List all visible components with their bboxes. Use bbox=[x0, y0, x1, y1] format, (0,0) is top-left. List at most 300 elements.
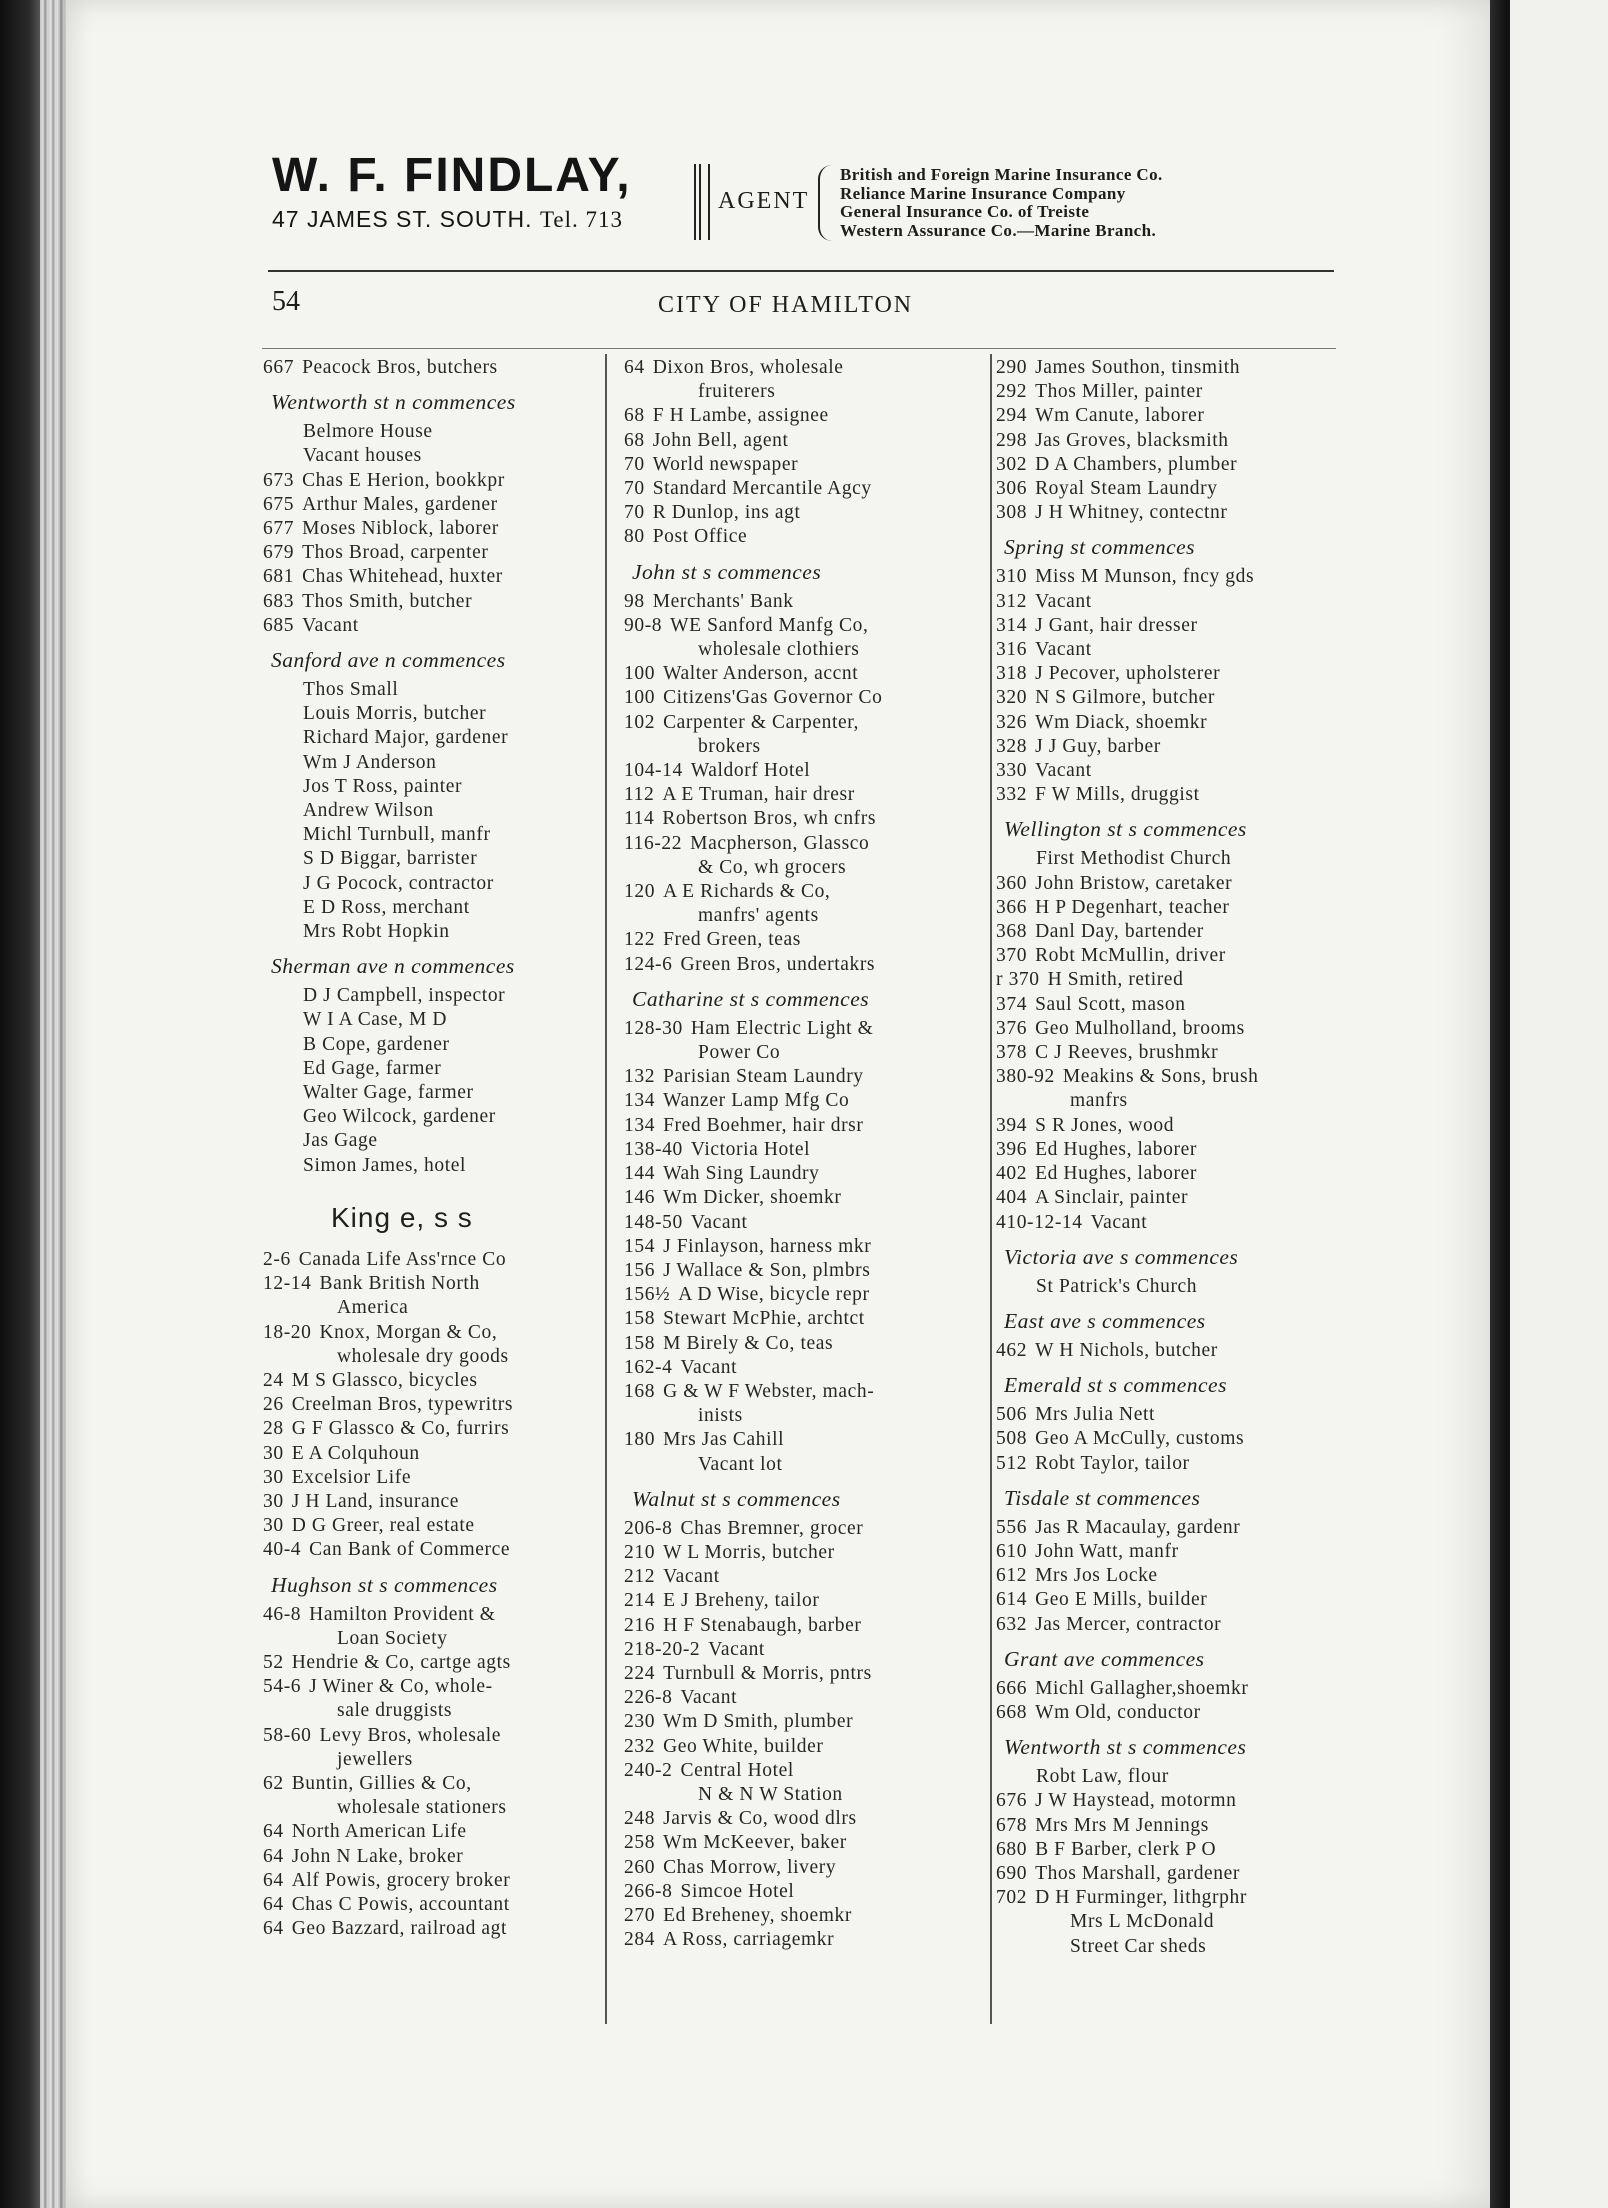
listing-entry bbox=[624, 1638, 974, 1662]
occupant-text: Fred Green, teas bbox=[663, 929, 801, 951]
street-number: 128-30 bbox=[624, 1017, 683, 1039]
street-number: 404 bbox=[996, 1187, 1028, 1209]
occupant-text: Loan Society bbox=[337, 1627, 448, 1649]
occupant-text: Vacant bbox=[1035, 760, 1092, 782]
street-number: 26 bbox=[263, 1394, 284, 1416]
street-number: 266-8 bbox=[624, 1880, 673, 1902]
street-number: 224 bbox=[624, 1662, 656, 1684]
listing-entry bbox=[263, 1675, 597, 1699]
street-number: 122 bbox=[624, 929, 656, 951]
listing-entry bbox=[624, 1211, 974, 1235]
street-section-title: King e, s s bbox=[331, 1201, 473, 1233]
occupant-text: Walter Anderson, accnt bbox=[663, 663, 859, 685]
listing-entry bbox=[263, 872, 597, 896]
occupant-text: Hendrie & Co, cartge agts bbox=[291, 1651, 511, 1673]
occupant-text: Vacant bbox=[680, 1687, 738, 1709]
street-number: 690 bbox=[996, 1862, 1028, 1884]
listing-entry bbox=[996, 686, 1336, 710]
occupant-text: Mrs L McDonald bbox=[1070, 1911, 1215, 1933]
occupant-text: Fred Boehmer, hair drsr bbox=[663, 1114, 864, 1136]
street-commences-heading: Spring st commences bbox=[1004, 535, 1196, 560]
street-number: 394 bbox=[996, 1114, 1028, 1136]
occupant-text: Vacant houses bbox=[303, 445, 422, 467]
listing-entry bbox=[263, 1154, 597, 1178]
street-number: 54-6 bbox=[263, 1676, 302, 1698]
street-number: 232 bbox=[624, 1735, 656, 1757]
listing-entry bbox=[996, 993, 1336, 1017]
street-number: 52 bbox=[263, 1651, 284, 1673]
occupant-text: R Dunlop, ins agt bbox=[652, 502, 801, 524]
occupant-text: Wah Sing Laundry bbox=[663, 1163, 820, 1185]
occupant-text: John Watt, manfr bbox=[1035, 1540, 1179, 1562]
listing-continuation bbox=[624, 1453, 974, 1477]
listing-entry bbox=[624, 1807, 974, 1831]
listing-entry bbox=[263, 1393, 597, 1417]
street-number: 556 bbox=[996, 1516, 1028, 1538]
street-number: 248 bbox=[624, 1808, 656, 1830]
occupant-text: Vacant bbox=[708, 1638, 765, 1660]
occupant-text: Post Office bbox=[652, 526, 748, 548]
occupant-text: Michl Turnbull, manfr bbox=[303, 824, 491, 846]
listing-entry bbox=[624, 662, 974, 686]
occupant-text: Citizens'Gas Governor Co bbox=[663, 687, 883, 709]
occupant-text: A D Wise, bicycle repr bbox=[678, 1284, 870, 1306]
listing-entry bbox=[996, 783, 1336, 807]
occupant-text: Vacant bbox=[680, 1356, 738, 1378]
listing-entry bbox=[263, 1845, 597, 1869]
street-number: 368 bbox=[996, 921, 1028, 943]
listing-entry bbox=[624, 686, 974, 710]
listing-entry bbox=[263, 678, 597, 702]
street-number: 294 bbox=[996, 405, 1028, 427]
street-number: 410-12-14 bbox=[996, 1211, 1083, 1233]
occupant-text: Dixon Bros, wholesale bbox=[652, 357, 844, 378]
street-number: 162-4 bbox=[624, 1356, 673, 1378]
occupant-text: A E Richards & Co, bbox=[663, 881, 831, 903]
street-number: 100 bbox=[624, 687, 656, 709]
street-number: 146 bbox=[624, 1187, 656, 1209]
street-number: 80 bbox=[624, 526, 645, 548]
street-number: 112 bbox=[624, 784, 655, 806]
listing-entry bbox=[624, 1017, 974, 1041]
listing-entry bbox=[263, 614, 597, 638]
street-number: 685 bbox=[263, 614, 295, 636]
listing-entry bbox=[263, 896, 597, 920]
street-number: 64 bbox=[263, 1821, 284, 1843]
occupant-text: Chas E Herion, bookkpr bbox=[302, 469, 505, 491]
occupant-text: W I A Case, M D bbox=[303, 1009, 448, 1031]
listing-continuation bbox=[624, 1404, 974, 1428]
listing-entry bbox=[996, 1427, 1336, 1451]
listing-entry bbox=[996, 1765, 1336, 1789]
occupant-text: Ham Electric Light & bbox=[690, 1017, 874, 1039]
occupant-text: J J Guy, barber bbox=[1035, 735, 1161, 757]
listing-entry bbox=[996, 1186, 1336, 1210]
listing-entry bbox=[624, 1856, 974, 1880]
listing-entry bbox=[996, 711, 1336, 735]
listing-entry bbox=[263, 1417, 597, 1441]
listing-entry bbox=[624, 1710, 974, 1734]
occupant-text: Geo A McCully, customs bbox=[1035, 1428, 1245, 1450]
listing-entry bbox=[996, 759, 1336, 783]
occupant-text: Peacock Bros, butchers bbox=[302, 357, 498, 378]
occupant-text: A Sinclair, painter bbox=[1035, 1187, 1189, 1209]
insurance-company-list bbox=[840, 166, 1163, 240]
street-number: 212 bbox=[624, 1566, 656, 1588]
listing-entry bbox=[263, 1724, 597, 1748]
listing-entry bbox=[996, 1041, 1336, 1065]
occupant-text: Andrew Wilson bbox=[303, 800, 434, 822]
listing-entry bbox=[263, 1272, 597, 1296]
occupant-text: Jas Gage bbox=[303, 1130, 378, 1152]
listing-entry bbox=[624, 880, 974, 904]
listing-entry bbox=[624, 759, 974, 783]
listing-entry bbox=[624, 525, 974, 549]
street-commences-heading: Grant ave commences bbox=[1004, 1646, 1205, 1671]
listing-entry bbox=[624, 404, 974, 428]
occupant-text: Robt Law, flour bbox=[1036, 1766, 1169, 1788]
street-number: 134 bbox=[624, 1090, 656, 1112]
street-number: 326 bbox=[996, 711, 1028, 733]
address-text: 47 JAMES ST. SOUTH. bbox=[272, 206, 533, 232]
listing-entry bbox=[996, 1339, 1336, 1363]
listing-entry bbox=[263, 1820, 597, 1844]
occupant-text: Chas Bremner, grocer bbox=[680, 1517, 864, 1539]
occupant-text: S R Jones, wood bbox=[1035, 1114, 1175, 1136]
occupant-text: Hamilton Provident & bbox=[309, 1603, 496, 1625]
occupant-text: North American Life bbox=[291, 1821, 467, 1843]
occupant-text: J H Land, insurance bbox=[291, 1490, 460, 1512]
street-number: 230 bbox=[624, 1711, 656, 1733]
listing-entry bbox=[624, 953, 974, 977]
listing-entry bbox=[996, 614, 1336, 638]
street-number: 18-20 bbox=[263, 1321, 312, 1343]
street-number: 148-50 bbox=[624, 1211, 683, 1233]
occupant-text: Ed Gage, farmer bbox=[303, 1057, 442, 1079]
listing-entry bbox=[996, 1564, 1336, 1588]
listing-entry bbox=[624, 1662, 974, 1686]
listing-entry bbox=[263, 1081, 597, 1105]
listing-entry bbox=[263, 541, 597, 565]
listing-continuation bbox=[996, 1935, 1336, 1959]
listing-entry bbox=[263, 726, 597, 750]
street-number: 210 bbox=[624, 1541, 656, 1563]
listing-entry bbox=[624, 1589, 974, 1613]
street-number: 260 bbox=[624, 1856, 656, 1878]
listing-entry bbox=[624, 1283, 974, 1307]
listing-entry bbox=[624, 783, 974, 807]
occupant-text: Belmore House bbox=[303, 421, 433, 443]
street-number: 206-8 bbox=[624, 1517, 673, 1539]
occupant-text: fruiterers bbox=[698, 381, 776, 403]
occupant-text: B F Barber, clerk P O bbox=[1035, 1838, 1217, 1860]
street-number: 90-8 bbox=[624, 614, 663, 636]
listing-entry bbox=[624, 1114, 974, 1138]
street-number: 218-20-2 bbox=[624, 1638, 701, 1660]
street-number: 380-92 bbox=[996, 1066, 1055, 1088]
listing-continuation bbox=[263, 1699, 597, 1723]
street-number: 668 bbox=[996, 1701, 1028, 1723]
listing-continuation bbox=[624, 904, 974, 928]
occupant-text: Ed Breheney, shoemkr bbox=[663, 1904, 852, 1926]
occupant-text: H F Stenabaugh, barber bbox=[663, 1614, 862, 1636]
street-number: 30 bbox=[263, 1442, 284, 1464]
occupant-text: A E Truman, hair dresr bbox=[662, 784, 855, 806]
occupant-text: M S Glassco, bicycles bbox=[291, 1369, 478, 1391]
street-number: 138-40 bbox=[624, 1138, 683, 1160]
listing-entry bbox=[263, 1105, 597, 1129]
street-number: 68 bbox=[624, 405, 645, 427]
occupant-text: J H Whitney, contectnr bbox=[1035, 502, 1228, 524]
company-item: Western Assurance Co.—Marine Branch. bbox=[840, 220, 1157, 240]
occupant-text: Standard Mercantile Agcy bbox=[652, 478, 872, 500]
street-number: 376 bbox=[996, 1017, 1028, 1039]
occupant-text: W L Morris, butcher bbox=[663, 1541, 835, 1563]
listing-entry bbox=[996, 477, 1336, 501]
occupant-text: Wm Diack, shoemkr bbox=[1035, 711, 1208, 733]
occupant-text: Alf Powis, grocery broker bbox=[291, 1869, 511, 1891]
street-number: 24 bbox=[263, 1369, 284, 1391]
street-number: 612 bbox=[996, 1565, 1028, 1587]
occupant-text: F H Lambe, assignee bbox=[652, 405, 829, 427]
occupant-text: Saul Scott, mason bbox=[1035, 993, 1186, 1015]
listing-entry bbox=[996, 920, 1336, 944]
street-number: 318 bbox=[996, 663, 1028, 685]
listing-entry bbox=[996, 638, 1336, 662]
listing-entry bbox=[624, 1428, 974, 1452]
occupant-text: inists bbox=[698, 1405, 743, 1427]
occupant-text: Arthur Males, gardener bbox=[302, 493, 498, 515]
listing-entry bbox=[624, 1686, 974, 1710]
occupant-text: James Southon, tinsmith bbox=[1035, 357, 1241, 378]
advertiser-name: W. F. FINDLAY, bbox=[272, 149, 632, 202]
street-number: 116-22 bbox=[624, 832, 683, 854]
listing-entry bbox=[624, 1759, 974, 1783]
occupant-text: Wanzer Lamp Mfg Co bbox=[663, 1090, 850, 1112]
occupant-text: brokers bbox=[698, 735, 761, 757]
occupant-text: Vacant lot bbox=[698, 1453, 783, 1475]
occupant-text: C J Reeves, brushmkr bbox=[1035, 1042, 1219, 1064]
street-number: 62 bbox=[263, 1772, 284, 1794]
listing-entry bbox=[996, 565, 1336, 589]
listing-entry bbox=[996, 1516, 1336, 1540]
street-number: 70 bbox=[624, 453, 645, 475]
listing-continuation bbox=[624, 638, 974, 662]
street-number: 64 bbox=[263, 1918, 284, 1940]
occupant-text: Vacant bbox=[690, 1211, 748, 1233]
listing-entry bbox=[624, 1332, 974, 1356]
listing-continuation bbox=[263, 1627, 597, 1651]
occupant-text: J Gant, hair dresser bbox=[1035, 614, 1198, 636]
street-number: 306 bbox=[996, 478, 1028, 500]
street-number: 216 bbox=[624, 1614, 656, 1636]
street-commences-heading: Catharine st s commences bbox=[632, 986, 870, 1011]
street-number: 370 bbox=[996, 945, 1028, 967]
street-commences-heading: Tisdale st commences bbox=[1004, 1485, 1201, 1510]
listing-entry bbox=[263, 799, 597, 823]
occupant-text: manfrs bbox=[1070, 1090, 1128, 1112]
listing-entry bbox=[624, 1831, 974, 1855]
listing-entry bbox=[624, 1065, 974, 1089]
street-number: 667 bbox=[263, 357, 295, 378]
occupant-text: Geo E Mills, builder bbox=[1035, 1589, 1208, 1611]
listing-entry bbox=[624, 1928, 974, 1952]
occupant-text: J Wallace & Son, plmbrs bbox=[663, 1259, 871, 1281]
occupant-text: Power Co bbox=[698, 1042, 781, 1064]
occupant-text: Jos T Ross, painter bbox=[303, 775, 463, 797]
listing-entry bbox=[263, 984, 597, 1008]
street-number: 70 bbox=[624, 478, 645, 500]
listing-entry bbox=[263, 823, 597, 847]
street-number: 632 bbox=[996, 1613, 1028, 1635]
street-number: 506 bbox=[996, 1404, 1028, 1426]
occupant-text: Ed Hughes, laborer bbox=[1035, 1163, 1197, 1185]
street-number: 679 bbox=[263, 542, 295, 564]
street-number: 402 bbox=[996, 1163, 1028, 1185]
listing-column-1 bbox=[263, 356, 597, 1941]
street-number: 30 bbox=[263, 1490, 284, 1512]
street-number: 292 bbox=[996, 381, 1028, 403]
street-number: 462 bbox=[996, 1339, 1028, 1361]
listing-entry bbox=[624, 356, 974, 380]
listing-continuation bbox=[263, 1296, 597, 1320]
listing-entry bbox=[624, 1517, 974, 1541]
occupant-text: Meakins & Sons, brush bbox=[1062, 1066, 1259, 1088]
occupant-text: Geo Bazzard, railroad agt bbox=[291, 1918, 508, 1940]
listing-entry bbox=[263, 356, 597, 380]
occupant-text: S D Biggar, barrister bbox=[303, 848, 478, 870]
listing-entry bbox=[263, 1869, 597, 1893]
street-number: 30 bbox=[263, 1515, 284, 1537]
occupant-text: Robt Taylor, tailor bbox=[1035, 1452, 1190, 1474]
occupant-text: Jarvis & Co, wood dlrs bbox=[663, 1808, 857, 1830]
occupant-text: Danl Day, bartender bbox=[1035, 921, 1204, 943]
listing-entry bbox=[624, 477, 974, 501]
street-commences-heading: Emerald st s commences bbox=[1004, 1373, 1227, 1398]
listing-entry bbox=[624, 832, 974, 856]
occupant-text: Walter Gage, farmer bbox=[303, 1082, 474, 1104]
street-number: 70 bbox=[624, 502, 645, 524]
occupant-text: Simon James, hotel bbox=[303, 1154, 467, 1176]
occupant-text: Geo Mulholland, brooms bbox=[1035, 1017, 1245, 1039]
company-item: British and Foreign Marine Insurance Co. bbox=[840, 165, 1163, 184]
occupant-text: Wm Canute, laborer bbox=[1035, 405, 1205, 427]
next-page-edge bbox=[1510, 0, 1608, 2208]
occupant-text: Parisian Steam Laundry bbox=[663, 1066, 864, 1088]
listing-continuation bbox=[263, 1748, 597, 1772]
listing-entry bbox=[996, 1677, 1336, 1701]
listing-entry bbox=[996, 1789, 1336, 1813]
occupant-text: Jas R Macaulay, gardenr bbox=[1035, 1516, 1241, 1538]
occupant-text: wholesale dry goods bbox=[337, 1345, 509, 1367]
street-number: 64 bbox=[263, 1893, 284, 1915]
occupant-text: Chas C Powis, accountant bbox=[291, 1893, 510, 1915]
listing-entry bbox=[996, 1613, 1336, 1637]
occupant-text: Wm Dicker, shoemkr bbox=[663, 1187, 842, 1209]
listing-entry bbox=[624, 711, 974, 735]
listing-entry bbox=[263, 420, 597, 444]
street-number: 673 bbox=[263, 469, 295, 491]
street-number: r 370 bbox=[996, 969, 1040, 991]
occupant-text: Turnbull & Morris, pntrs bbox=[663, 1662, 872, 1684]
street-number: 214 bbox=[624, 1590, 656, 1612]
street-number: 156 bbox=[624, 1259, 656, 1281]
listing-entry bbox=[624, 1380, 974, 1404]
listing-entry bbox=[263, 444, 597, 468]
street-number: 396 bbox=[996, 1138, 1028, 1160]
occupant-text: Thos Small bbox=[303, 679, 399, 701]
listing-entry bbox=[624, 1235, 974, 1259]
street-number: 46-8 bbox=[263, 1603, 302, 1625]
occupant-text: N S Gilmore, butcher bbox=[1035, 687, 1215, 709]
street-number: 312 bbox=[996, 590, 1028, 612]
occupant-text: Mrs Jas Cahill bbox=[663, 1429, 785, 1451]
occupant-text: E A Colquhoun bbox=[291, 1442, 420, 1464]
occupant-text: Merchants' Bank bbox=[652, 590, 794, 612]
occupant-text: M Birely & Co, teas bbox=[663, 1332, 834, 1354]
listing-entry bbox=[996, 1540, 1336, 1564]
street-number: 683 bbox=[263, 590, 295, 612]
listing-entry bbox=[263, 565, 597, 589]
street-number: 258 bbox=[624, 1832, 656, 1854]
street-number: 316 bbox=[996, 639, 1028, 661]
listing-entry bbox=[996, 1138, 1336, 1162]
street-number: 58-60 bbox=[263, 1724, 312, 1746]
listing-entry bbox=[624, 501, 974, 525]
street-number: 64 bbox=[263, 1869, 284, 1891]
listing-column-3 bbox=[996, 356, 1336, 1959]
street-number: 328 bbox=[996, 735, 1028, 757]
listing-entry bbox=[996, 896, 1336, 920]
street-number: 158 bbox=[624, 1332, 656, 1354]
occupant-text: H P Degenhart, teacher bbox=[1035, 896, 1230, 918]
occupant-text: E D Ross, merchant bbox=[303, 896, 470, 918]
occupant-text: wholesale clothiers bbox=[698, 639, 860, 661]
occupant-text: Mrs Julia Nett bbox=[1035, 1404, 1156, 1426]
occupant-text: Can Bank of Commerce bbox=[309, 1539, 511, 1561]
listing-continuation bbox=[624, 1783, 974, 1807]
occupant-text: Wm J Anderson bbox=[303, 751, 437, 773]
listing-entry bbox=[996, 1162, 1336, 1186]
street-number: 12-14 bbox=[263, 1273, 312, 1295]
occupant-text: First Methodist Church bbox=[1036, 848, 1232, 870]
occupant-text: World newspaper bbox=[652, 453, 799, 475]
listing-entry bbox=[996, 847, 1336, 871]
listing-entry bbox=[996, 429, 1336, 453]
street-number: 320 bbox=[996, 687, 1028, 709]
street-number: 154 bbox=[624, 1235, 656, 1257]
street-commences-heading: Wentworth st n commences bbox=[271, 390, 516, 415]
listing-entry bbox=[996, 356, 1336, 380]
occupant-text: Robertson Bros, wh cnfrs bbox=[662, 808, 877, 830]
occupant-text: J Finlayson, harness mkr bbox=[663, 1235, 872, 1257]
occupant-text: John Bell, agent bbox=[652, 429, 789, 451]
street-number: 28 bbox=[263, 1418, 284, 1440]
listing-entry bbox=[996, 1701, 1336, 1725]
street-number: 378 bbox=[996, 1042, 1028, 1064]
listing-entry bbox=[263, 1248, 597, 1272]
listing-entry bbox=[263, 775, 597, 799]
occupant-text: Vacant bbox=[302, 614, 359, 636]
occupant-text: manfrs' agents bbox=[698, 905, 819, 927]
occupant-text: Louis Morris, butcher bbox=[303, 703, 487, 725]
occupant-text: St Patrick's Church bbox=[1036, 1275, 1198, 1297]
street-number: 226-8 bbox=[624, 1687, 673, 1709]
street-number: 374 bbox=[996, 993, 1028, 1015]
listing-entry bbox=[624, 614, 974, 638]
column-divider bbox=[605, 354, 607, 2024]
listing-continuation bbox=[263, 1796, 597, 1820]
